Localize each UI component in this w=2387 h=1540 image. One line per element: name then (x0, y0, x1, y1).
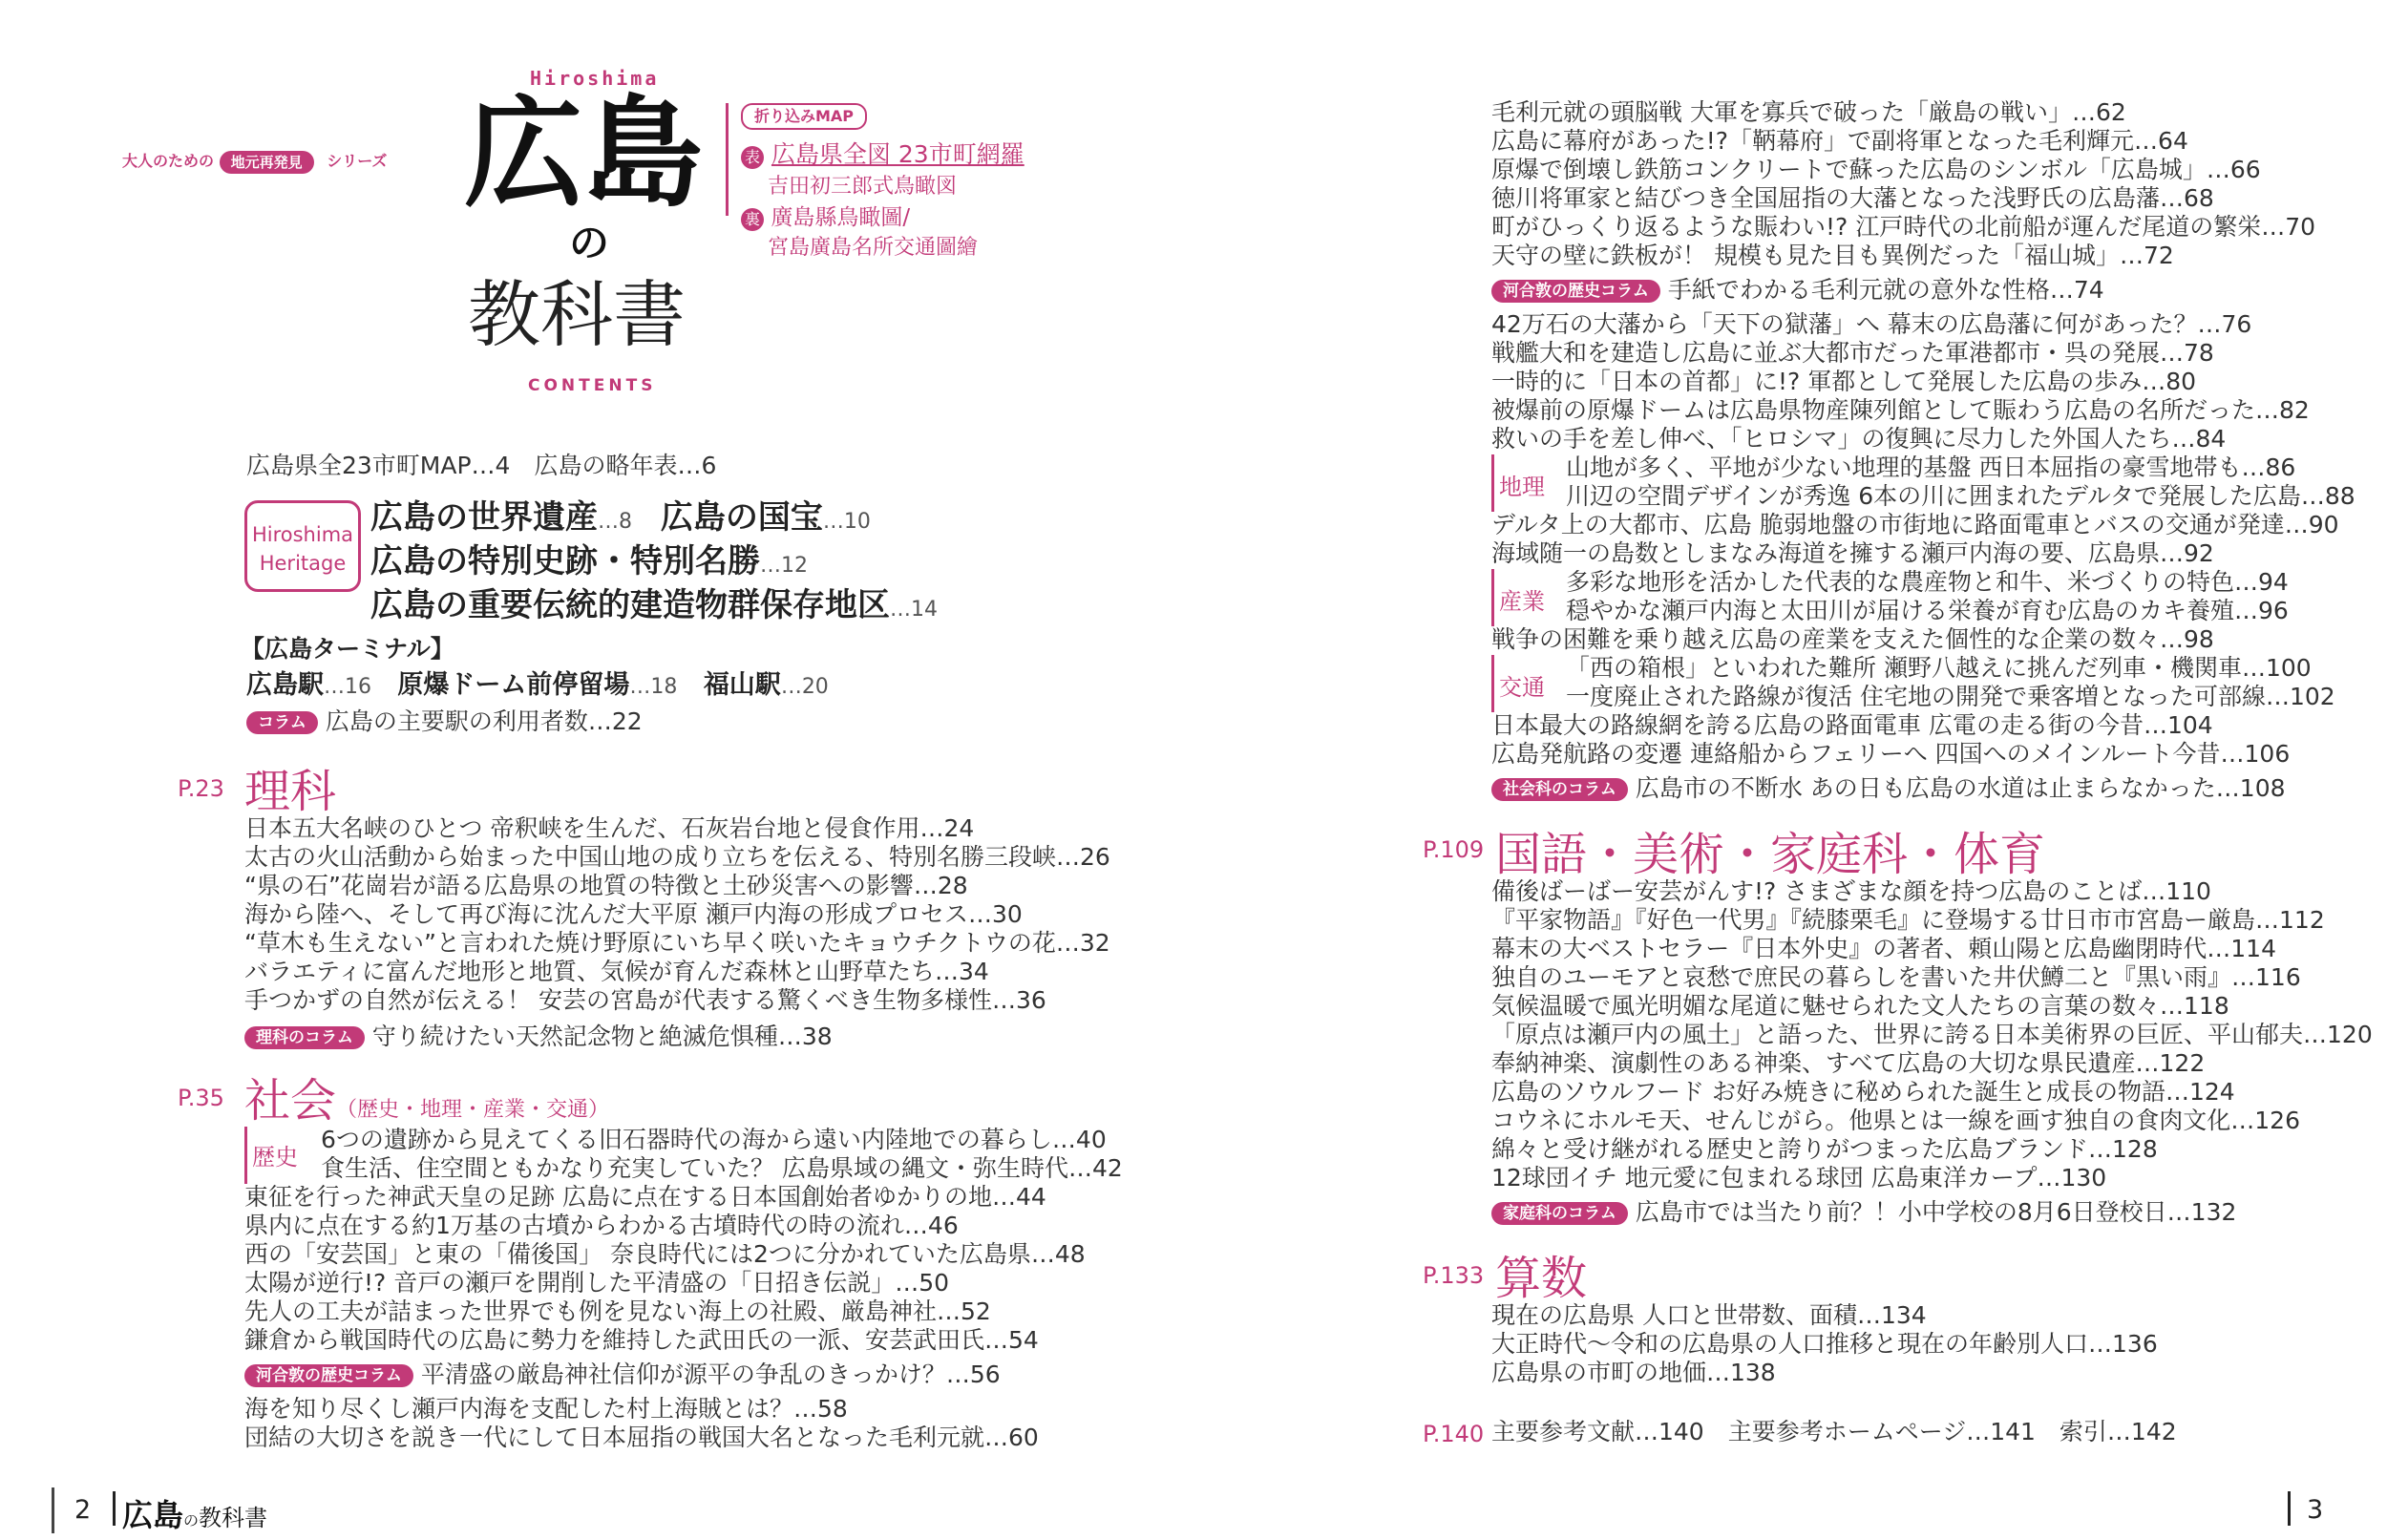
industry-tag-box (1491, 569, 1494, 626)
toc-item: 徳川将軍家と結びつき全国屈指の大藩となった浅野氏の広島藩…68 (1491, 184, 2214, 212)
section-title-society: 社会（歴史・地理・産業・交通） (244, 1074, 610, 1128)
series-text: シリーズ (327, 152, 388, 170)
toc-item: 広島発航路の変遷 連絡船からフェリーへ 四国へのメインルート今昔…106 (1491, 740, 2291, 768)
section-page-number: P.140 (1423, 1421, 1485, 1447)
map-back-mark: 裏 (741, 208, 764, 231)
toc-item: 「西の箱根」といわれた難所 瀬野八越えに挑んだ列車・機関車…100 (1566, 654, 2312, 682)
arts-column: 家庭科のコラム 広島市では当たり前？！小中学校の8月6日登校日…132 (1491, 1199, 2236, 1226)
toc-item: 戦争の困難を乗り越え広島の産業を支えた個性的な企業の数々…98 (1491, 625, 2214, 653)
toc-item: 太古の火山活動から始まった中国山地の成り立ちを伝える、特別名勝三段峡…26 (244, 843, 1110, 871)
toc-item: 『平家物語』『好色一代男』『続膝栗毛』に登場する廿日市市宮島ー厳島…112 (1491, 906, 2325, 934)
toc-item: 穏やかな瀬戸内海と太田川が届ける栄養が育む広島のカキ養殖…96 (1566, 597, 2289, 624)
toc-item: 西の「安芸国」と東の「備後国」 奈良時代には2つに分かれていた広島県…48 (244, 1240, 1086, 1268)
toc-item: 救いの手を差し伸べ、「ヒロシマ」の復興に尽力した外国人たち…84 (1491, 425, 2227, 453)
toc-item: 天守の壁に鉄板が！ 規模も見た目も異例だった「福山城」…72 (1491, 242, 2174, 269)
toc-item: 「原点は瀬戸内の風土」と語った、世界に誇る日本美術界の巨匠、平山郁夫…120 (1491, 1021, 2373, 1048)
section-page-number: P.133 (1423, 1262, 1485, 1289)
title-no: の (569, 220, 610, 266)
industry-tag: 産業 (1499, 588, 1545, 615)
toc-item: 海を知り尽くし瀬戸内海を支配した村上海賊とは？…58 (244, 1395, 848, 1423)
references-line: 主要参考文献…140 主要参考ホームページ…141 索引…142 (1491, 1418, 2177, 1445)
toc-item: 東征を行った神武天皇の足跡 広島に点在する日本国創始者ゆかりの地…44 (244, 1183, 1046, 1211)
science-column: 理科のコラム 守り続けたい天然記念物と絶滅危惧種…38 (244, 1023, 833, 1050)
toc-item: 一時的に「日本の首都」に!? 軍都として発展した広島の歩み…80 (1491, 368, 2197, 395)
heritage-item: 広島の重要伝統的建造物群保存地区…14 (370, 586, 938, 624)
title-romaji: Hiroshima (530, 67, 660, 90)
section-title-math: 算数 (1495, 1252, 1588, 1305)
map-front-text: 広島県全図 23市町網羅 (771, 140, 1025, 168)
toc-item: 幕末の大ベストセラー『日本外史』の著者、頼山陽と広島幽閉時代…114 (1491, 935, 2276, 962)
series-pill: 地元再発見 (220, 151, 314, 174)
toc-item: 日本最大の路線網を誇る広島の路面電車 広電の走る街の今昔…104 (1491, 711, 2213, 739)
intro-column: コラム 広島の主要駅の利用者数…22 (246, 708, 643, 735)
toc-item: 42万石の大藩から「天下の獄藩」へ 幕末の広島藩に何があった？…76 (1491, 310, 2252, 338)
toc-item: 県内に点在する約1万基の古墳からわかる古墳時代の時の流れ…46 (244, 1212, 959, 1239)
toc-item: 川辺の空間デザインが秀逸 6本の川に囲まれたデルタで発展した広島…88 (1566, 482, 2355, 510)
history-tag: 歴史 (252, 1144, 298, 1171)
section-page-number: P.23 (178, 775, 224, 802)
toc-item: 原爆で倒壊し鉄筋コンクリートで蘇った広島のシンボル「広島城」…66 (1491, 156, 2261, 183)
heritage-item: 広島の世界遺産…8 広島の国宝…10 (370, 498, 871, 537)
footer-left-divider (113, 1491, 116, 1526)
title-main: 広島 (464, 85, 703, 223)
toc-item: 町がひっくり返るような賑わい!? 江戸時代の北前船が運んだ尾道の繁栄…70 (1491, 213, 2316, 241)
toc-item: 被爆前の原爆ドームは広島県物産陳列館として賑わう広島の名所だった…82 (1491, 396, 2310, 424)
toc-item: “県の石”花崗岩が語る広島県の地質の特徴と土砂災害への影響…28 (244, 872, 968, 899)
map-insert (741, 103, 1025, 261)
map-front (741, 136, 1025, 170)
toc-item: コウネにホルモ天、せんじがら。他県とは一線を画す独自の食肉文化…126 (1491, 1107, 2300, 1134)
toc-item: 6つの遺跡から見えてくる旧石器時代の海から遠い内陸地での暮らし…40 (321, 1126, 1107, 1153)
toc-item: 広島のソウルフード お好み焼きに秘められた誕生と成長の物語…124 (1491, 1078, 2235, 1106)
toc-item: “草木も生えない”と言われた焼け野原にいち早く咲いたキョウチクトウの花…32 (244, 929, 1110, 957)
toc-item: 広島に幕府があった!?「鞆幕府」で副将軍となった毛利輝元…64 (1491, 127, 2188, 155)
column-pill: 社会科のコラム (1491, 778, 1628, 801)
map-divider (726, 103, 729, 216)
right-column-2: 社会科のコラム 広島市の不断水 あの日も広島の水道は止まらなかった…108 (1491, 775, 2286, 802)
toc-item: 太陽が逆行!? 音戸の瀬戸を開削した平清盛の「日招き伝説」…50 (244, 1269, 950, 1297)
toc-item: 毛利元就の頭脳戦 大軍を寡兵で破った「厳島の戦い」…62 (1491, 98, 2126, 126)
toc-item: 大正時代〜令和の広島県の人口推移と現在の年齢別人口…136 (1491, 1330, 2158, 1358)
terminal-heading: 【広島ターミナル】 (241, 635, 454, 663)
transport-tag: 交通 (1499, 674, 1545, 701)
title-sub: 教科書 (468, 272, 686, 357)
toc-item: 奉納神楽、演劇性のある神楽、すべて広島の大切な県民遺産…122 (1491, 1049, 2206, 1077)
toc-item: 現在の広島県 人口と世帯数、面積…134 (1491, 1301, 1927, 1329)
footer-right-divider (2288, 1491, 2291, 1526)
intro-line: 広島県全23市町MAP…4 広島の略年表…6 (246, 452, 717, 479)
toc-item: 備後ばーばー安芸がんす!? さまざまな顔を持つ広島のことば…110 (1491, 877, 2211, 905)
toc-item: 12球団イチ 地元愛に包まれる球団 広島東洋カープ…130 (1491, 1164, 2107, 1192)
society-column: 河合敦の歴史コラム 平清盛の厳島神社信仰が源平の争乱のきっかけ？…56 (244, 1361, 1001, 1388)
series-adult: 大人のための (122, 152, 215, 170)
geo-tag-box (1491, 454, 1494, 512)
map-back-text: 廣島縣鳥瞰圖/ (771, 205, 911, 230)
toc-item: 海域随一の島数としまなみ海道を擁する瀬戸内海の要、広島県…92 (1491, 539, 2214, 567)
toc-item: 綿々と受け継がれる歴史と誇りがつまった広島ブランド…128 (1491, 1135, 2158, 1163)
toc-item: 山地が多く、平地が少ない地理的基盤 西日本屈指の豪雪地帯も…86 (1566, 454, 2296, 481)
footer-right-page: 3 (2307, 1495, 2324, 1525)
terminal-list: 広島駅…16 原爆ドーム前停留場…18 福山駅…20 (246, 670, 829, 700)
column-pill: 河合敦の歴史コラム (1491, 280, 1660, 303)
transport-tag-box (1491, 655, 1494, 712)
map-front-mark: 表 (741, 146, 764, 169)
title-contents: CONTENTS (528, 376, 657, 395)
series-label (122, 149, 387, 174)
right-column-1: 河合敦の歴史コラム 手紙でわかる毛利元就の意外な性格…74 (1491, 277, 2104, 304)
column-pill: 家庭科のコラム (1491, 1202, 1628, 1225)
toc-item: 団結の大切さを説き一代にして日本屈指の戦国大名となった毛利元就…60 (244, 1424, 1039, 1451)
footer-left-page: 2 (74, 1495, 92, 1525)
heritage-line1: Hiroshima (251, 523, 354, 546)
toc-item: 先人の工夫が詰まった世界でも例を見ない海上の社殿、厳島神社…52 (244, 1297, 991, 1325)
map-back (741, 200, 1025, 231)
toc-item: 戦艦大和を建造し広島に並ぶ大都市だった軍港都市・呉の発展…78 (1491, 339, 2214, 367)
column-pill: 理科のコラム (244, 1026, 365, 1049)
toc-item: 食生活、住空間ともかなり充実していた？ 広島県域の縄文・弥生時代…42 (321, 1154, 1123, 1182)
section-page-number: P.109 (1423, 836, 1485, 863)
toc-item: 日本五大名峡のひとつ 帝釈峡を生んだ、石灰岩台地と侵食作用…24 (244, 814, 975, 842)
toc-item: 海から陸へ、そして再び海に沈んだ大平原 瀬戸内海の形成プロセス…30 (244, 900, 1023, 928)
map-front2: 吉田初三郎式鳥瞰図 (768, 175, 958, 199)
footer-left-title: 広島の教科書 (122, 1497, 268, 1533)
column-pill: コラム (246, 711, 318, 734)
footer-left-bar (52, 1487, 54, 1533)
section-title-arts: 国語・美術・家庭科・体育 (1495, 828, 2046, 881)
heritage-item: 広島の特別史跡・特別名勝…12 (370, 542, 808, 580)
toc-item: 独自のユーモアと哀愁で庶民の暮らしを書いた井伏鱒二と『黒い雨』…116 (1491, 963, 2301, 991)
column-pill: 河合敦の歴史コラム (244, 1364, 413, 1387)
toc-item: 一度廃止された路線が復活 住宅地の開発で乗客増となった可部線…102 (1566, 683, 2335, 710)
heritage-line2: Heritage (259, 552, 347, 575)
toc-item: 気候温暖で風光明媚な尾道に魅せられた文人たちの言葉の数々…118 (1491, 992, 2229, 1020)
history-tag-box (244, 1127, 247, 1184)
map-pill: 折り込みMAP (741, 103, 867, 130)
toc-item: 鎌倉から戦国時代の広島に勢力を維持した武田氏の一派、安芸武田氏…54 (244, 1326, 1039, 1354)
toc-item: 手つかずの自然が伝える！ 安芸の宮島が代表する驚くべき生物多様性…36 (244, 986, 1046, 1014)
toc-item: 広島県の市町の地価…138 (1491, 1359, 1776, 1386)
geo-tag: 地理 (1499, 474, 1545, 500)
map-back2: 宮島廣島名所交通圖繪 (768, 236, 979, 260)
heritage-badge (244, 500, 361, 592)
section-title-science: 理科 (244, 765, 337, 818)
toc-item: バラエティに富んだ地形と地質、気候が育んだ森林と山野草たち…34 (244, 958, 989, 985)
toc-item: デルタ上の大都市、広島 脆弱地盤の市街地に路面電車とバスの交通が発達…90 (1491, 511, 2339, 538)
section-page-number: P.35 (178, 1085, 224, 1111)
toc-item: 多彩な地形を活かした代表的な農産物と和牛、米づくりの特色…94 (1566, 568, 2289, 596)
